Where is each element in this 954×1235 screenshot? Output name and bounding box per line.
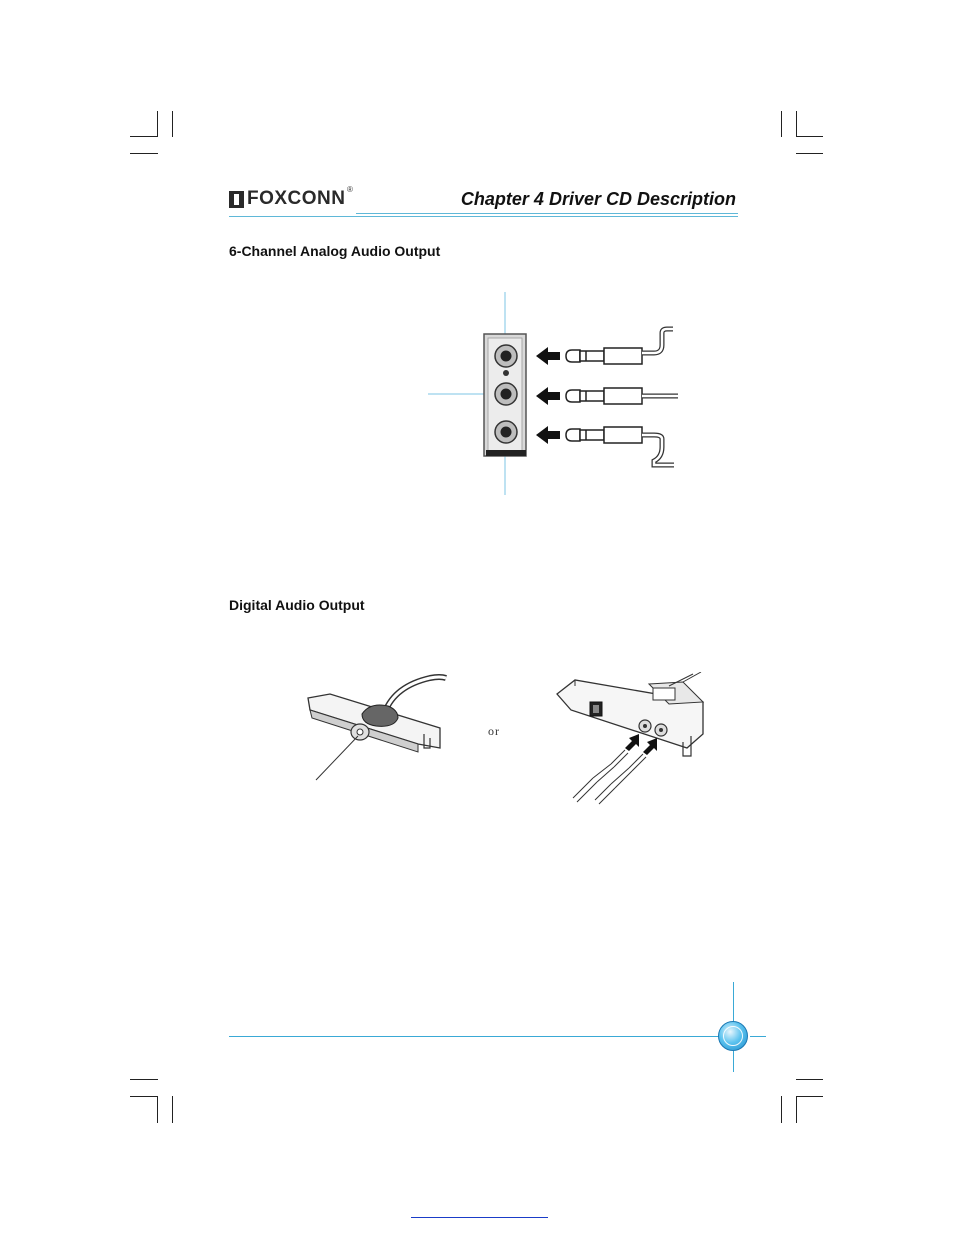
- chapter-title: Chapter 4 Driver CD Description: [460, 189, 736, 209]
- header-rule-bottom: [229, 216, 738, 217]
- brand-name: FOXCONN: [247, 188, 346, 209]
- logo-mark-icon: [229, 191, 244, 208]
- analog-audio-jacks-illustration: [420, 290, 690, 500]
- registered-mark-icon: ®: [347, 185, 353, 194]
- section-heading-analog: 6-Channel Analog Audio Output: [229, 243, 441, 259]
- bottom-link-underline[interactable]: [411, 1217, 548, 1218]
- header-rule-top: [356, 213, 738, 214]
- coaxial-optical-bracket-illustration: [553, 672, 713, 807]
- foxconn-logo: [229, 186, 355, 214]
- footer-rule-right: [750, 1036, 766, 1037]
- footer-rule: [229, 1036, 719, 1037]
- spdif-bracket-illustration: [300, 670, 460, 785]
- page-number-circle-icon: [718, 1021, 748, 1051]
- section-heading-digital: Digital Audio Output: [229, 597, 365, 613]
- or-separator: or: [488, 724, 500, 738]
